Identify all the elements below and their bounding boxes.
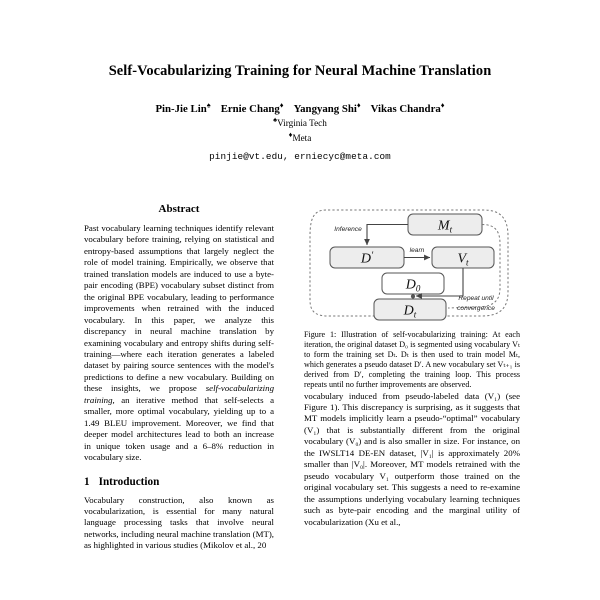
author-name: Ernie Chang <box>220 103 280 115</box>
edge-label-repeat-line1: Repeat until <box>458 295 494 302</box>
edge-inference <box>367 225 408 246</box>
figure-1-diagram <box>304 196 520 324</box>
node-training-set-dt <box>374 299 446 320</box>
edge-label-learn: learn <box>409 247 425 254</box>
affiliation-mark: ♠ <box>273 114 278 124</box>
node-vocabulary-vt <box>432 247 494 268</box>
page-title: Self-Vocabularizing Training for Neural Machine Translation <box>108 63 492 79</box>
affiliation-meta <box>0 129 600 143</box>
node-original-dataset-d0 <box>382 273 444 294</box>
introduction-text: Vocabulary construction, also known as vocabularization, is essential for many natural language processing tasks that involve neural networks, including neural machine translation (MT), as highlighted in various studies (Mikolov et al., 20 <box>84 494 274 551</box>
introduction-heading <box>84 476 274 488</box>
author-name: Vikas Chandra <box>370 103 441 115</box>
right-column <box>304 196 520 528</box>
node-model-mt <box>408 214 482 235</box>
svg-text:D′: D′ <box>360 250 374 267</box>
left-column <box>84 203 274 552</box>
figure-caption-label: Figure 1: <box>304 330 337 339</box>
svg-text:D0: $D_0$ <box>405 277 421 294</box>
author-entry <box>220 100 284 115</box>
author-affiliation-mark: ♠ <box>206 100 211 110</box>
figure-1-caption <box>304 330 520 391</box>
node-pseudo-dataset-dprime <box>330 247 404 268</box>
abstract-heading: Abstract <box>158 203 200 215</box>
abstract-part-1: Past vocabulary learning techniques identify relevant vocabulary before training, relying on statistical and entropy-based assumptions that largely neglect the role of model training. Empirically, we observe that trained translation models are induced to use a byte-pair encoding (BPE) vocabulary subset distinct from the original BPE vocabulary, leading to performance improvements when retrained with the induced vocabulary. In this paper, we analyze this discrepancy in neural machine translation by examining vocabulary and entropy shifts during self-training—where each iteration generates a labeled dataset by pairing source sentences with the model's predictions to define a new vocabulary. Building on these insights, we propose <box>84 223 274 394</box>
edge-label-repeat-line2: convergence <box>457 305 495 312</box>
abstract-part-2: , an iterative method that self-selects a smaller, more optimal vocabulary, yielding up to a 1.49 BLEU improvement. Moreover, we find that deeper model architectures lead to both an increase in unique token usage and a 6–8% reduction in vocabulary size. <box>84 394 274 463</box>
abstract-italic-phrase: self-vocabularizing training <box>84 383 274 405</box>
author-name: Yangyang Shi <box>293 103 357 115</box>
author-entry <box>155 100 211 115</box>
affiliation-virginia-tech <box>0 114 600 128</box>
author-affiliation-mark: ♦ <box>279 100 284 110</box>
author-entry <box>293 100 361 115</box>
author-entry <box>370 100 445 115</box>
right-column-paragraph: vocabulary induced from pseudo-labeled data (V₁) (see Figure 1). This discrepancy is surprising, as it suggests that MT models implicitly learn a pseudo-“optimal” vocabulary (V₁) that is substantially different from the original vocabulary (V₀) and is also smaller in size. For instance, on the IWSLT14 DE-EN dataset, |V₁| is approximately 20% smaller than |V₀|. Moreover, MT models retrained with the pseudo vocabulary V₁ outperform those trained on the original vocabulary set. This suggests a need to re-examine the assumptions underlying vocabulary learning techniques such as byte-pair encoding and the marginal utility of vocabularization (Xu et al., <box>304 390 520 527</box>
section-title: Introduction <box>98 475 160 488</box>
author-affiliation-mark: ♦ <box>356 100 361 110</box>
author-affiliation-mark: ♦ <box>440 100 445 110</box>
affiliation-mark: ♦ <box>288 129 293 139</box>
author-name: Pin-Jie Lin <box>155 103 207 115</box>
merge-junction-dot <box>411 294 415 298</box>
affiliation-name: Virginia Tech <box>277 118 327 128</box>
svg-text:Mt: $M_t$ <box>437 218 453 235</box>
section-number: 1 <box>84 475 90 488</box>
author-list <box>0 100 600 115</box>
figure-caption-text: Illustration of self-vocabularizing training: At each iteration, the original dataset D₀ is segmented using vocabulary Vₜ to form the training set Dₜ. Dₜ is then used to train model Mₜ, which generates a pseudo dataset D′. A new vocabulary set Vₜ₊₁ is derived from D′, completing the training loop. This process repeats until no further improvements are observed. <box>304 330 520 390</box>
edge-label-inference: Inference <box>334 226 362 233</box>
svg-text:Vt: $V_t$ <box>457 251 469 268</box>
affiliation-name: Meta <box>292 133 312 143</box>
abstract-text <box>84 223 274 464</box>
svg-text:Dt: $D_t$ <box>403 303 417 320</box>
author-emails: pinjie@vt.edu, erniecyc@meta.com <box>209 151 391 162</box>
